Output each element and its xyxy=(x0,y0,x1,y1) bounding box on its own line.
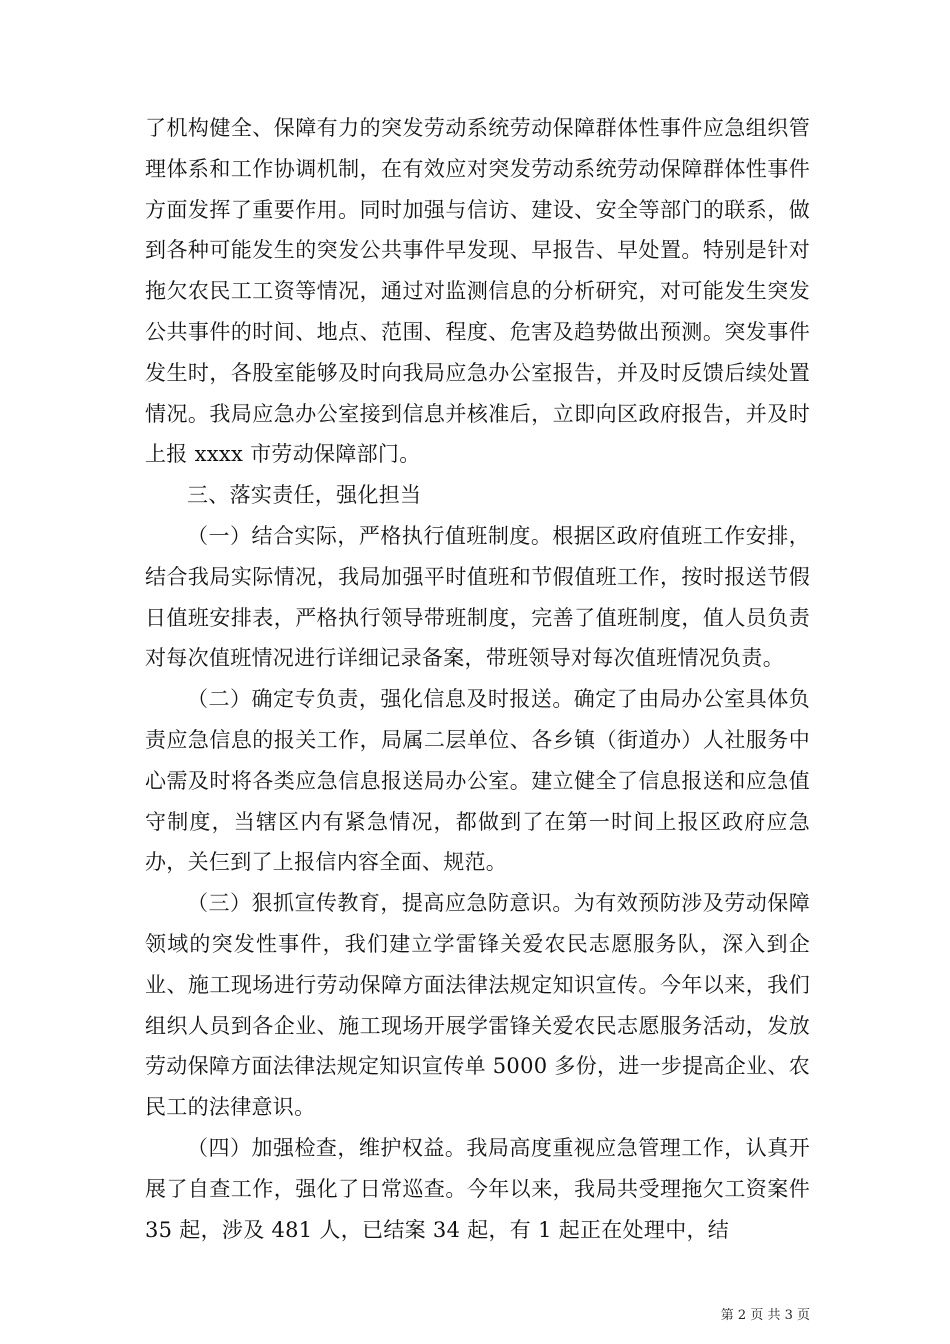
paragraph-info-reporting: （二）确定专负责，强化信息及时报送。确定了由局办公室具体负责应急信息的报关工作，局属二层单位、各乡镇（街道办）人社服务中心需及时将各类应急信息报送局办公室。建立健全了信息报送和应急值守制度，当辖区内有紧急情况，都做到了在第一时间上报区政府应急办，关仨到了上报信内容全面、规范。 xyxy=(145,687,810,875)
page-number-footer: 第 2 页 共 3 页 xyxy=(720,1308,810,1323)
paragraph-duty-system: （一）结合实际，严格执行值班制度。根据区政府值班工作安排，结合我局实际情况，我局加强平时值班和节假值班工作，按时报送节假日值班安排表，严格执行领导带班制度，完善了值班制度，值人员负责对每次值班情况进行详细记录备案，带班领导对每次值班情况负责。 xyxy=(145,523,810,671)
paragraph-publicity-education: （三）狠抓宣传教育，提高应急防意识。为有效预防涉及劳动保障领域的突发性事件，我们建立学雷锋关爱农民志愿服务队，深入到企业、施工现场进行劳动保障方面法律法规定知识宣传。今年以来，我们组织人员到各企业、施工现场开展学雷锋关爱农民志愿服务活动，发放劳动保障方面法律法规定知识宣传单 5000 多份，进一步提高企业、农民工的法律意识。 xyxy=(145,891,810,1120)
section-heading: 三、落实责任，强化担当 xyxy=(187,483,422,508)
document-body xyxy=(145,108,810,1250)
paragraph-inspection: （四）加强检查，维护权益。我局高度重视应急管理工作，认真开展了自查工作，强化了日常巡查。今年以来，我局共受理拖欠工资案件 35 起，涉及 481 人，已结案 34 起，有 1 起正在处理中，结 xyxy=(145,1135,810,1242)
paragraph-continuation: 了机构健全、保障有力的突发劳动系统劳动保障群体性事件应急组织管理体系和工作协调机制，在有效应对突发劳动系统劳动保障群体性事件方面发挥了重要作用。同时加强与信访、建设、安全等部门的联系，做到各种可能发生的突发公共事件早发现、早报告、早处置。特别是针对拖欠农民工工资等情况，通过对监测信息的分析研究，对可能发生突发公共事件的时间、地点、范围、程度、危害及趋势做出预测。突发事件发生时，各股室能够及时向我局应急办公室报告，并及时反馈后续处置情况。我局应急办公室接到信息并核准后，立即向区政府报告，并及时上报 xxxx 市劳动保障部门。 xyxy=(145,116,810,467)
